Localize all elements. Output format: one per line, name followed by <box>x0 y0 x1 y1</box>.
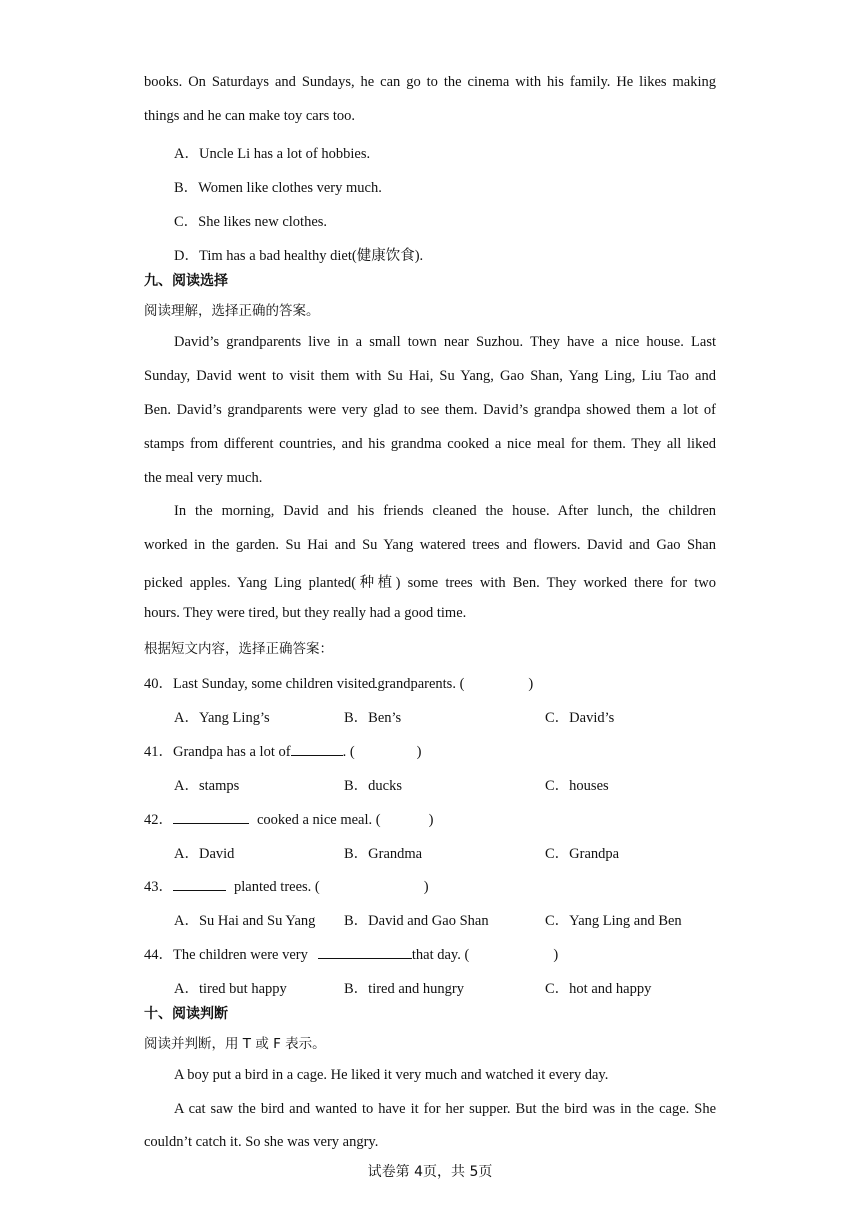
option-a: A．Yang Ling’s <box>174 710 270 726</box>
option-c: C．Grandpa <box>545 846 620 862</box>
passage-line: A boy put a bird in a cage. He liked it very much and watched it every day. <box>174 1067 609 1083</box>
question-42: 42． cooked a nice meal. ( ) <box>144 808 716 829</box>
passage-line: worked in the garden. Su Hai and Su Yang watered trees and flowers. David and Gao Shan <box>144 537 716 553</box>
section-heading: 十、阅读判断 <box>144 1006 228 1022</box>
passage-line: In the morning, David and his friends cleaned the house. After lunch, the children <box>174 503 716 519</box>
option-c: C．She likes new clothes. <box>174 214 328 230</box>
option-b: B．Ben’s <box>344 710 402 726</box>
option-a: A．Uncle Li has a lot of hobbies. <box>174 146 371 162</box>
section-instruction: 阅读理解，选择正确的答案。 <box>144 303 320 319</box>
option-b: B．Women like clothes very much. <box>174 180 382 196</box>
question-43: 43． planted trees. ( ) <box>144 875 716 896</box>
option-c: C．David’s <box>545 710 615 726</box>
page-footer: 试卷第 4页，共 5页 <box>367 1164 493 1180</box>
passage-line: Ben. David’s grandparents were very glad to see them. David’s grandpa showed them a lot of <box>144 402 716 418</box>
option-c: C．houses <box>545 778 609 794</box>
passage-line: picked apples. Yang Ling planted(种植) some trees with Ben. They worked there for two <box>144 575 716 591</box>
passage-line: things and he can make toy cars too. <box>144 108 355 124</box>
passage-line: the meal very much. <box>144 470 263 486</box>
passage-line: A cat saw the bird and wanted to have it for her supper. But the bird was in the cage. She <box>174 1101 716 1117</box>
passage-line: stamps from different countries, and his grandma cooked a nice meal for them. They all liked <box>144 436 716 452</box>
option-a: A．Su Hai and Su Yang <box>174 913 316 929</box>
option-b: B．tired and hungry <box>344 981 465 997</box>
option-d: D．Tim has a bad healthy diet(健康饮食). <box>174 248 424 264</box>
option-b: B．ducks <box>344 778 402 794</box>
passage-line: David’s grandparents live in a small town near Suzhou. They have a nice house. Last <box>174 334 716 350</box>
question-44: 44．The children were very that day. ( ) <box>144 943 716 964</box>
question-instruction: 根据短文内容，选择正确答案： <box>144 641 333 657</box>
option-b: B．Grandma <box>344 846 423 862</box>
question-40: 40．Last Sunday, some children visited grandparents. ( ) <box>144 672 716 693</box>
question-41: 41．Grandpa has a lot of . ( ) <box>144 740 716 761</box>
passage-line: books. On Saturdays and Sundays, he can go to the cinema with his family. He likes making <box>144 74 716 90</box>
section-heading: 九、阅读选择 <box>144 273 228 289</box>
passage-line: couldn’t catch it. So she was very angry. <box>144 1134 379 1150</box>
option-a: A．David <box>174 846 235 862</box>
option-c: C．hot and happy <box>545 981 652 997</box>
option-b: B．David and Gao Shan <box>344 913 489 929</box>
option-c: C．Yang Ling and Ben <box>545 913 682 929</box>
section-instruction: 阅读并判断，用 T 或 F 表示。 <box>144 1036 326 1052</box>
option-a: A．tired but happy <box>174 981 287 997</box>
passage-line: hours. They were tired, but they really had a good time. <box>144 605 467 621</box>
option-a: A．stamps <box>174 778 240 794</box>
passage-line: Sunday, David went to visit them with Su Hai, Su Yang, Gao Shan, Yang Ling, Liu Tao and <box>144 368 716 384</box>
